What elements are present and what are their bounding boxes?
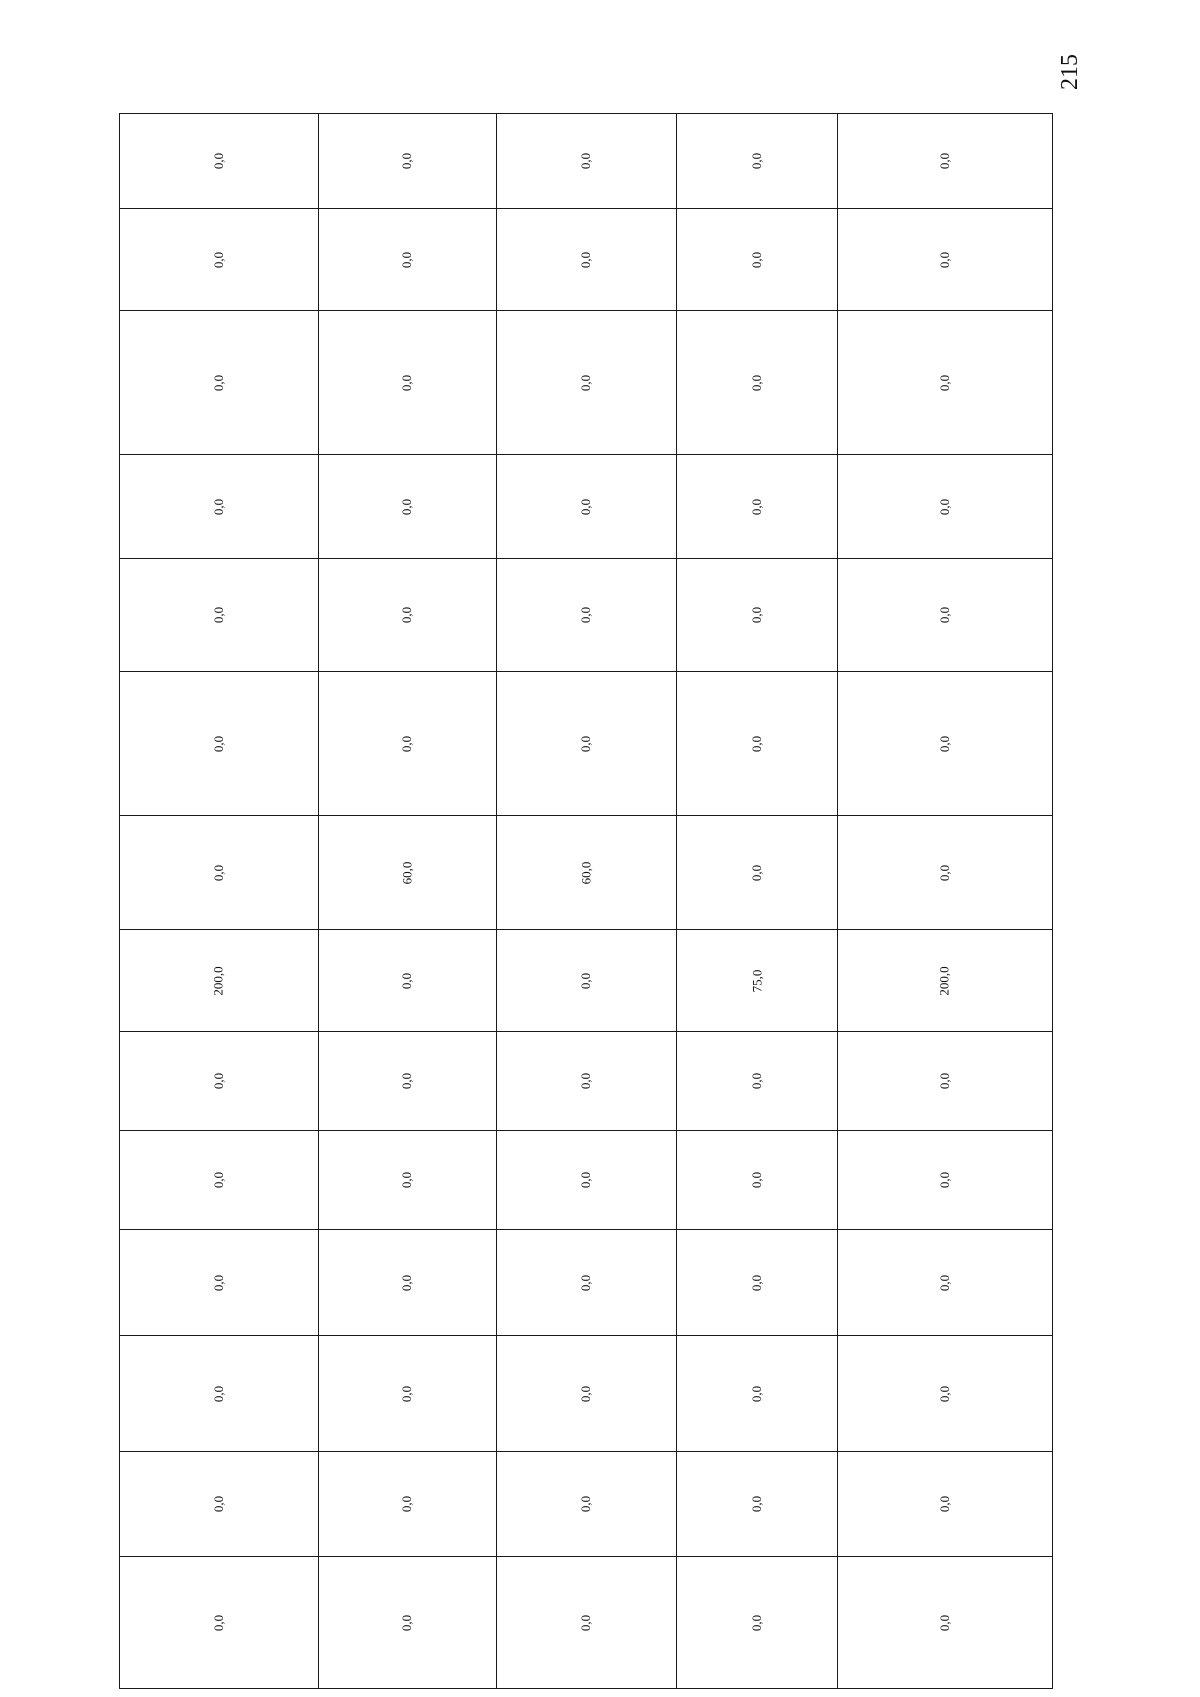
cell-value: 0,0 bbox=[211, 152, 226, 170]
table-cell bbox=[319, 1452, 497, 1557]
table-cell bbox=[497, 559, 677, 672]
cell-value: 0,0 bbox=[578, 1614, 594, 1631]
cell-value: 0,0 bbox=[211, 374, 226, 391]
table-row bbox=[120, 930, 1053, 1032]
data-table bbox=[119, 113, 1053, 1689]
table-cell bbox=[497, 1452, 677, 1557]
cell-value: 0,0 bbox=[937, 735, 952, 752]
table-cell bbox=[838, 559, 1053, 672]
table-cell bbox=[497, 1230, 677, 1336]
cell-value: 0,0 bbox=[937, 864, 952, 881]
table-row bbox=[120, 455, 1053, 559]
table-cell bbox=[838, 209, 1053, 311]
table-cell bbox=[497, 1131, 677, 1230]
table-cell bbox=[838, 930, 1053, 1032]
table-cell bbox=[497, 672, 677, 816]
table-cell bbox=[838, 1032, 1053, 1131]
table-row bbox=[120, 1131, 1053, 1230]
table-cell bbox=[838, 1131, 1053, 1230]
cell-value: 0,0 bbox=[211, 1385, 226, 1402]
cell-value: 0,0 bbox=[749, 498, 764, 515]
cell-value: 0,0 bbox=[749, 1385, 764, 1402]
cell-value: 0,0 bbox=[937, 1385, 952, 1402]
cell-value: 0,0 bbox=[578, 1385, 594, 1402]
table-cell bbox=[677, 816, 838, 930]
table-row bbox=[120, 1336, 1053, 1452]
table-cell bbox=[319, 672, 497, 816]
table-cell bbox=[120, 559, 319, 672]
table-row bbox=[120, 1032, 1053, 1131]
table-cell bbox=[838, 672, 1053, 816]
table-row bbox=[120, 311, 1053, 455]
cell-value: 0,0 bbox=[749, 251, 764, 268]
cell-value: 0,0 bbox=[399, 152, 415, 170]
table-cell bbox=[319, 559, 497, 672]
table-cell bbox=[497, 1557, 677, 1689]
cell-value: 0,0 bbox=[399, 1171, 415, 1189]
table-cell bbox=[319, 1230, 497, 1336]
cell-value: 0,0 bbox=[211, 1274, 226, 1291]
cell-value: 0,0 bbox=[211, 864, 226, 881]
cell-value: 0,0 bbox=[211, 251, 226, 268]
page-number: 215 bbox=[1056, 54, 1083, 90]
table-row bbox=[120, 1452, 1053, 1557]
table-cell bbox=[838, 1452, 1053, 1557]
table-cell bbox=[319, 209, 497, 311]
table-cell bbox=[838, 455, 1053, 559]
table-cell bbox=[120, 114, 319, 209]
cell-value: 0,0 bbox=[937, 1274, 952, 1291]
cell-value: 0,0 bbox=[749, 1274, 764, 1291]
cell-value: 0,0 bbox=[211, 498, 226, 515]
cell-value: 0,0 bbox=[937, 152, 952, 170]
table-cell bbox=[319, 1032, 497, 1131]
cell-value: 60,0 bbox=[399, 861, 415, 884]
table-cell bbox=[838, 1336, 1053, 1452]
table-cell bbox=[120, 1336, 319, 1452]
table-cell bbox=[120, 1557, 319, 1689]
table-row bbox=[120, 559, 1053, 672]
cell-value: 0,0 bbox=[399, 251, 415, 268]
cell-value: 0,0 bbox=[399, 972, 415, 989]
table-cell bbox=[120, 1032, 319, 1131]
table-cell bbox=[497, 209, 677, 311]
cell-value: 0,0 bbox=[749, 152, 764, 170]
table-cell bbox=[497, 816, 677, 930]
table-cell bbox=[319, 311, 497, 455]
cell-value: 0,0 bbox=[399, 374, 415, 391]
cell-value: 200,0 bbox=[937, 965, 952, 996]
cell-value: 0,0 bbox=[399, 1614, 415, 1631]
table-cell bbox=[319, 114, 497, 209]
cell-value: 0,0 bbox=[578, 498, 594, 515]
table-cell bbox=[120, 1230, 319, 1336]
table-cell bbox=[120, 1131, 319, 1230]
cell-value: 0,0 bbox=[399, 1495, 415, 1513]
table-cell bbox=[677, 114, 838, 209]
cell-value: 0,0 bbox=[399, 1274, 415, 1291]
table-row bbox=[120, 1557, 1053, 1689]
cell-value: 0,0 bbox=[399, 1385, 415, 1402]
cell-value: 0,0 bbox=[211, 1072, 226, 1090]
cell-value: 0,0 bbox=[211, 1171, 226, 1189]
table-cell bbox=[677, 1230, 838, 1336]
table-cell bbox=[497, 311, 677, 455]
cell-value: 0,0 bbox=[399, 1072, 415, 1090]
cell-value: 0,0 bbox=[749, 735, 764, 752]
table-cell bbox=[319, 1557, 497, 1689]
table-cell bbox=[677, 1032, 838, 1131]
cell-value: 0,0 bbox=[749, 1072, 764, 1090]
cell-value: 0,0 bbox=[937, 1072, 952, 1090]
cell-value: 0,0 bbox=[578, 152, 594, 170]
cell-value: 0,0 bbox=[937, 1614, 952, 1631]
cell-value: 0,0 bbox=[749, 1614, 764, 1631]
cell-value: 0,0 bbox=[937, 374, 952, 391]
cell-value: 0,0 bbox=[578, 1171, 594, 1189]
cell-value: 0,0 bbox=[399, 735, 415, 752]
cell-value: 0,0 bbox=[749, 606, 764, 624]
cell-value: 0,0 bbox=[399, 606, 415, 624]
cell-value: 60,0 bbox=[578, 861, 594, 884]
table-cell bbox=[677, 455, 838, 559]
cell-value: 0,0 bbox=[578, 1495, 594, 1513]
table-cell bbox=[677, 559, 838, 672]
table-cell bbox=[497, 930, 677, 1032]
table-cell bbox=[497, 1032, 677, 1131]
table-cell bbox=[838, 816, 1053, 930]
cell-value: 0,0 bbox=[578, 1072, 594, 1090]
table-cell bbox=[319, 1131, 497, 1230]
cell-value: 0,0 bbox=[211, 606, 226, 624]
table-cell bbox=[120, 1452, 319, 1557]
table-cell bbox=[497, 455, 677, 559]
table-cell bbox=[838, 1230, 1053, 1336]
cell-value: 0,0 bbox=[578, 251, 594, 268]
table-cell bbox=[120, 672, 319, 816]
table-cell bbox=[120, 455, 319, 559]
table-cell bbox=[677, 209, 838, 311]
cell-value: 0,0 bbox=[578, 972, 594, 989]
table-row bbox=[120, 672, 1053, 816]
table-cell bbox=[677, 1131, 838, 1230]
cell-value: 0,0 bbox=[578, 1274, 594, 1291]
table-cell bbox=[677, 930, 838, 1032]
cell-value: 0,0 bbox=[937, 251, 952, 268]
table-row bbox=[120, 816, 1053, 930]
cell-value: 0,0 bbox=[211, 1495, 226, 1513]
cell-value: 0,0 bbox=[749, 1495, 764, 1513]
table-cell bbox=[120, 930, 319, 1032]
cell-value: 0,0 bbox=[749, 1171, 764, 1189]
cell-value: 0,0 bbox=[211, 1614, 226, 1631]
table-cell bbox=[838, 114, 1053, 209]
table-cell bbox=[677, 672, 838, 816]
table-cell bbox=[319, 1336, 497, 1452]
cell-value: 75,0 bbox=[749, 969, 764, 992]
cell-value: 0,0 bbox=[937, 498, 952, 515]
cell-value: 0,0 bbox=[578, 606, 594, 624]
table-cell bbox=[677, 1336, 838, 1452]
table-row bbox=[120, 1230, 1053, 1336]
table-row bbox=[120, 114, 1053, 209]
table-cell bbox=[497, 114, 677, 209]
table-cell bbox=[319, 930, 497, 1032]
cell-value: 0,0 bbox=[749, 864, 764, 881]
table-cell bbox=[838, 311, 1053, 455]
table-cell bbox=[319, 816, 497, 930]
cell-value: 0,0 bbox=[749, 374, 764, 391]
cell-value: 0,0 bbox=[578, 374, 594, 391]
cell-value: 0,0 bbox=[937, 1495, 952, 1513]
table-cell bbox=[677, 1452, 838, 1557]
table-row bbox=[120, 209, 1053, 311]
table-cell bbox=[120, 209, 319, 311]
table-cell bbox=[120, 311, 319, 455]
table-cell bbox=[838, 1557, 1053, 1689]
table-cell bbox=[677, 1557, 838, 1689]
table-cell bbox=[319, 455, 497, 559]
cell-value: 0,0 bbox=[937, 606, 952, 624]
table-cell bbox=[120, 816, 319, 930]
table-cell bbox=[497, 1336, 677, 1452]
cell-value: 0,0 bbox=[937, 1171, 952, 1189]
cell-value: 200,0 bbox=[211, 965, 226, 996]
table-cell bbox=[677, 311, 838, 455]
cell-value: 0,0 bbox=[399, 498, 415, 515]
cell-value: 0,0 bbox=[578, 735, 594, 752]
cell-value: 0,0 bbox=[211, 735, 226, 752]
